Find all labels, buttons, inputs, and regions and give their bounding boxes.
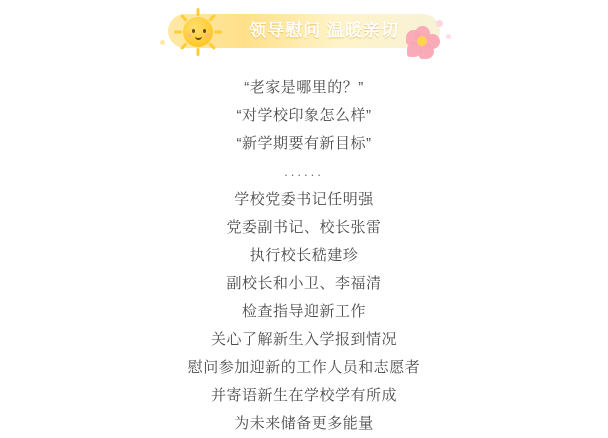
text-line: 为未来储备更多能量 — [234, 415, 374, 432]
text-line: 慰问参加迎新的工作人员和志愿者 — [187, 359, 421, 376]
text-line-ellipsis: ...... — [284, 164, 324, 179]
text-line: 检查指导迎新工作 — [241, 303, 366, 320]
decorative-dot — [446, 34, 451, 39]
text-line: 执行校长嵇建珍 — [249, 247, 359, 264]
sun-eye-left — [192, 29, 195, 33]
flower-icon — [406, 26, 440, 58]
sun-cheek-left — [187, 34, 192, 37]
sun-eye-right — [203, 29, 206, 33]
text-line: 并寄语新生在学校学有所成 — [210, 387, 397, 404]
flower-center — [417, 36, 427, 46]
sun-face — [183, 17, 213, 47]
header-banner — [0, 0, 608, 62]
sun-icon — [174, 8, 222, 56]
text-line: “对学校印象怎么样” — [236, 107, 372, 124]
text-line: 党委副书记、校长张雷 — [226, 219, 382, 236]
sun-cheek-right — [205, 34, 210, 37]
text-line: 副校长和小卫、李福清 — [226, 275, 382, 292]
banner-title: 领导慰问 温暖亲切 — [249, 21, 399, 40]
text-line: 学校党委书记任明强 — [234, 191, 374, 208]
article-body — [0, 62, 608, 438]
text-line: “新学期要有新目标” — [236, 135, 372, 152]
decorative-dot — [160, 40, 165, 45]
text-line: “老家是哪里的？” — [244, 79, 364, 96]
text-line: 关心了解新生入学报到情况 — [210, 331, 397, 348]
decorative-dot — [436, 20, 443, 27]
